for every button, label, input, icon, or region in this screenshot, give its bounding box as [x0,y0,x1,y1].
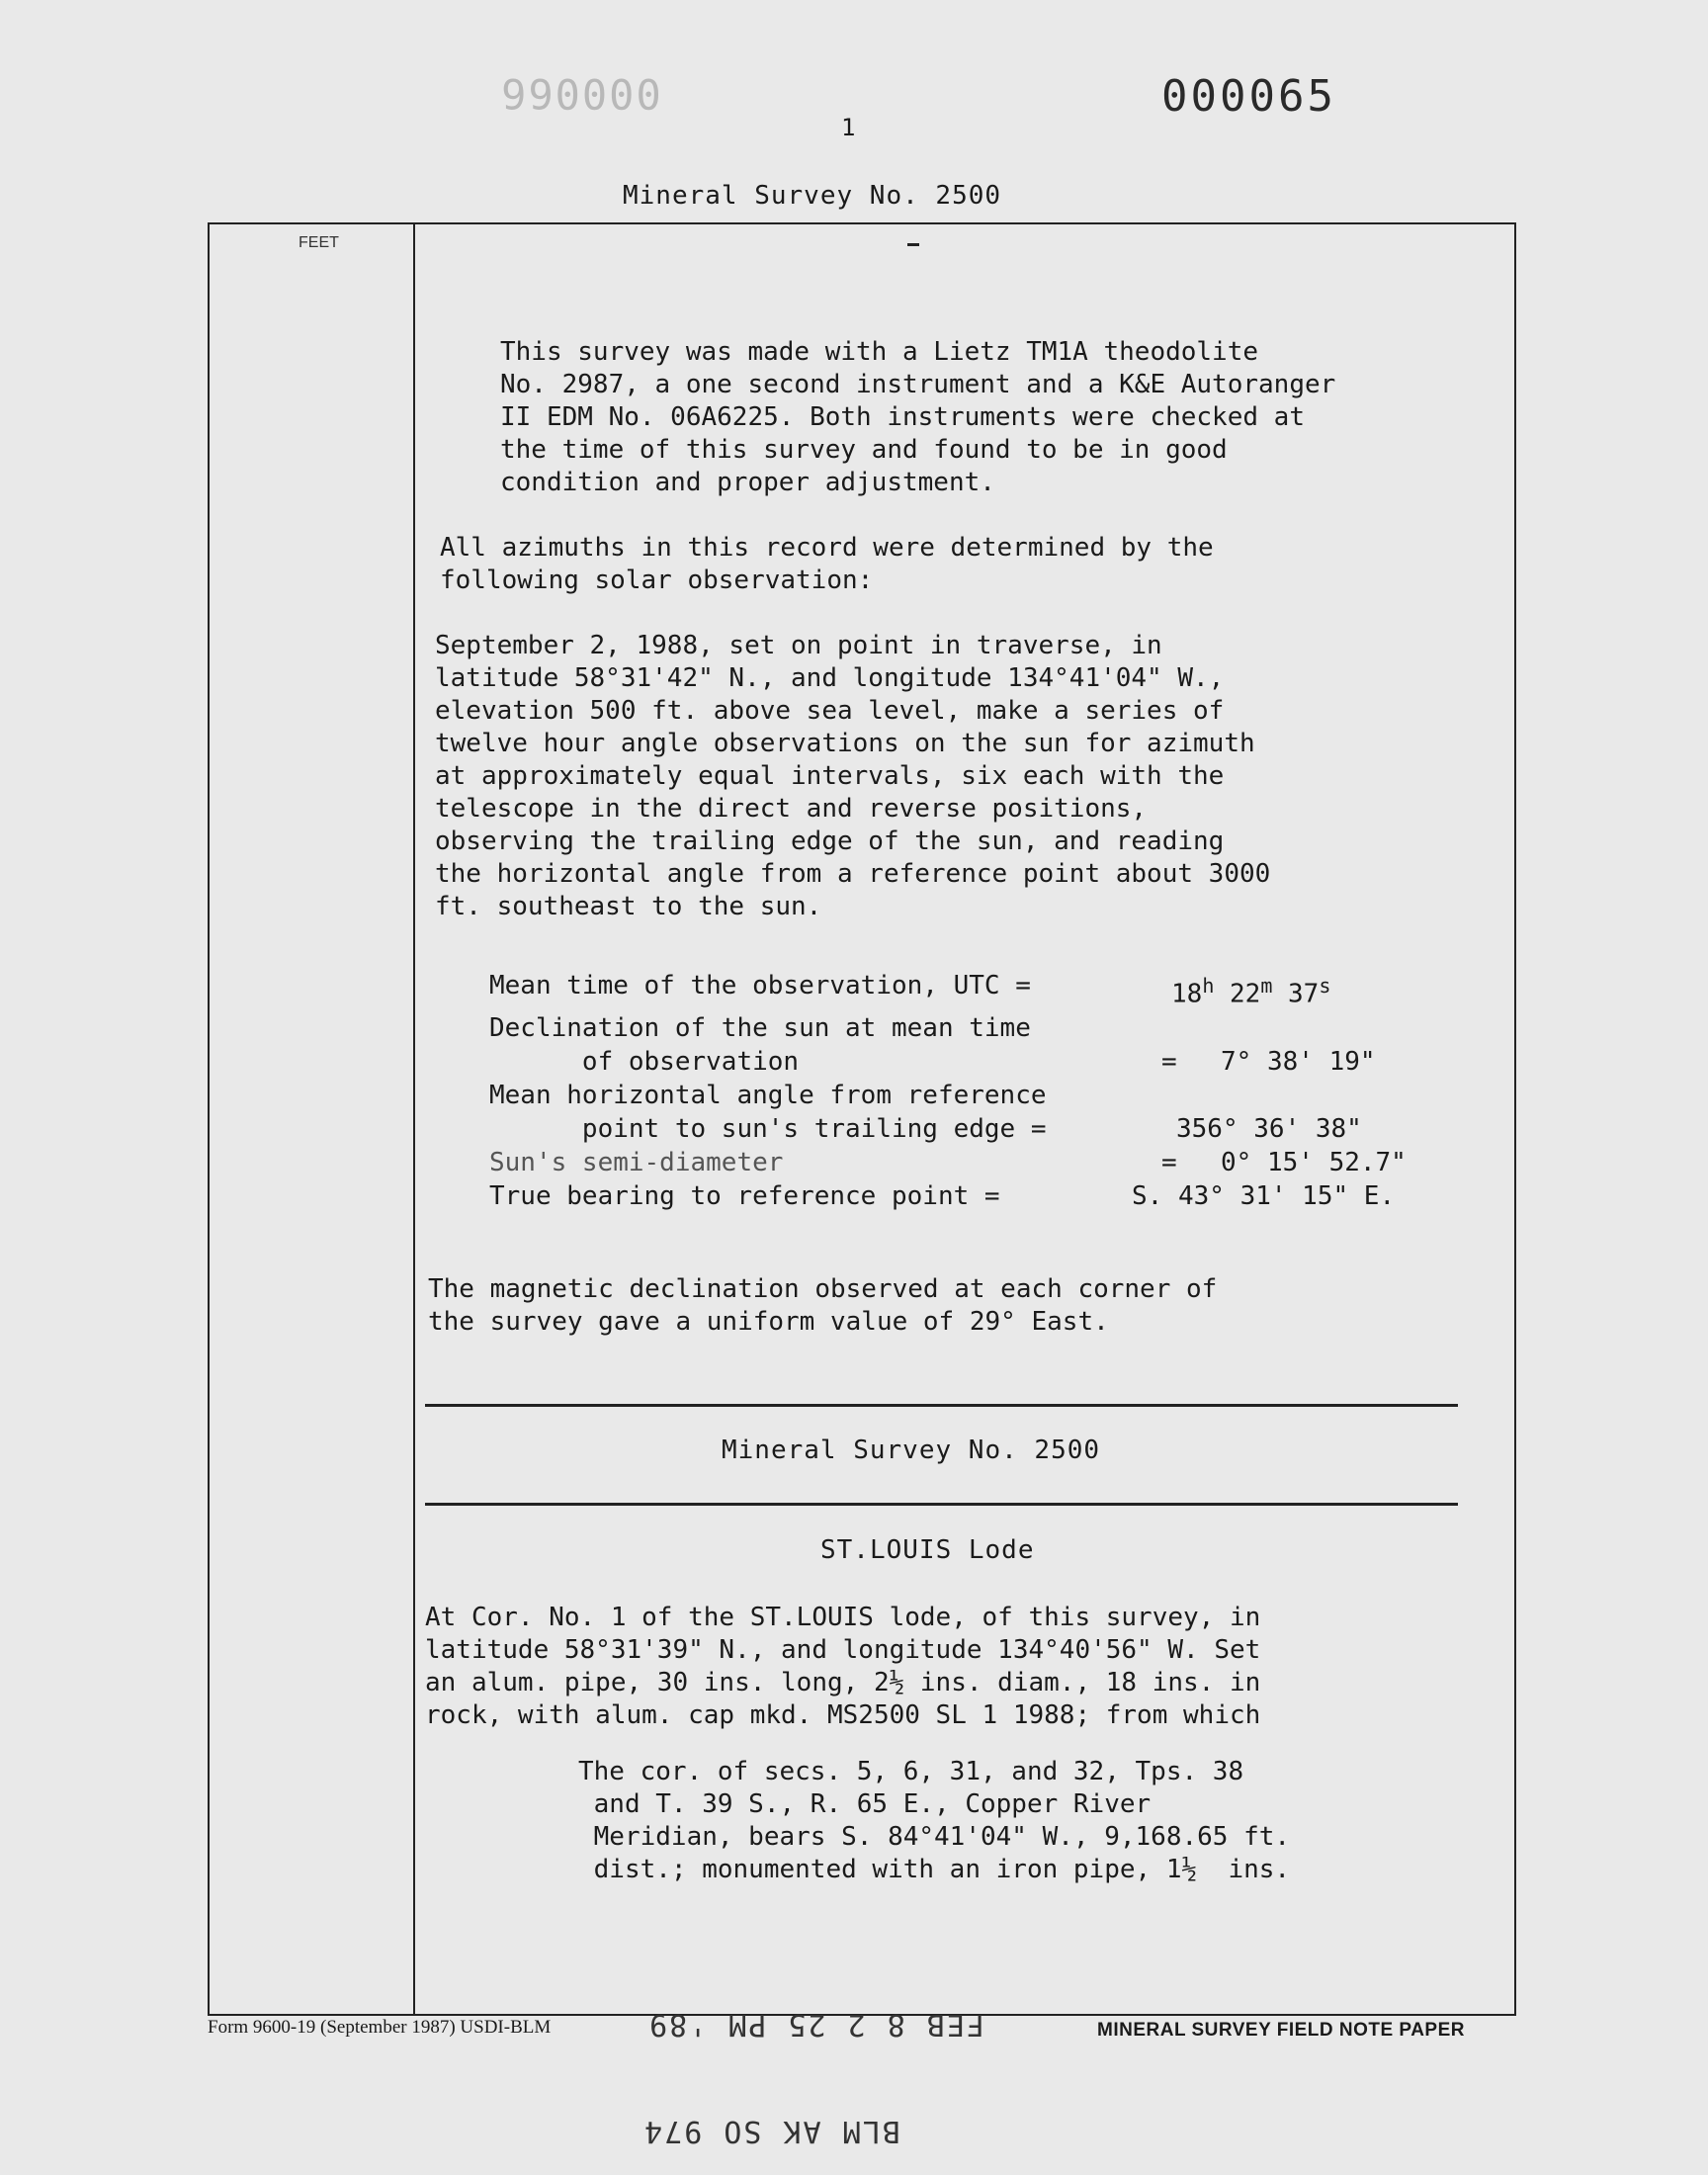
instruments-paragraph: This survey was made with a Lietz TM1A theodolite No. 2987, a one second instrument and a K&E Autoranger II EDM No. 06A6225. Both instruments were checked at the time of this survey and found to be in good condition and proper adjustment. [500,337,1336,497]
corner-paragraph: At Cor. No. 1 of the ST.LOUIS lode, of this survey, in latitude 58°31'39" N., and longitude 134°40'56" W. Set an alum. pipe, 30 ins. long, 2½ ins. diam., 18 ins. in rock, with alum. cap mkd. MS2500 SL 1 1988; from which [425,1603,1261,1730]
page-number: 1 [841,114,856,141]
table-row [489,1079,1527,1112]
observation-table [489,969,1527,1213]
bears-paragraph: The cor. of secs. 5, 6, 31, and 32, Tps. 38 and T. 39 S., R. 65 E., Copper River Meridian, bears S. 84°41'04" W., 9,168.65 ft. dist.; monumented with an iron pipe, 1½ ins. [578,1757,1291,1884]
body-content [435,336,1502,923]
divider-rule-top [425,1404,1458,1407]
received-date-stamp: FEB 8 2 25 PM '89 [647,2007,985,2042]
divider-rule-bottom [425,1503,1458,1506]
table-row [489,1112,1527,1146]
declination-value: 7° 38' 19" [1221,1046,1376,1077]
semi-diameter-label: Sun's semi-diameter [489,1147,784,1177]
declination-label-2: of observation [489,1046,800,1077]
mean-time-value: 18$^h$ 22$^m$ 37$^s$ [1171,974,1331,1009]
table-row [489,969,1527,1011]
declination-label-1: Declination of the sun at mean time [489,1012,1031,1043]
faded-stamp-number: 000066 [499,69,661,118]
lode-title: ST.LOUIS Lode [820,1535,1035,1565]
table-row [489,1179,1527,1213]
table-row [489,1045,1527,1079]
semi-diameter-value: 0° 15' 52.7" [1221,1147,1407,1177]
section-title: Mineral Survey No. 2500 [722,1436,1101,1465]
page-title: Mineral Survey No. 2500 [623,181,1002,211]
office-stamp: BLM AK SO 974 [642,2114,900,2148]
azimuths-paragraph: All azimuths in this record were determined by the following solar observation: [440,533,1214,595]
horizontal-value: 356° 36' 38" [1176,1113,1362,1144]
feet-column-label: FEET [299,234,339,251]
tick-mark [907,243,919,246]
declination-equals: = [1161,1046,1177,1077]
file-stamp-number: 000065 [1161,71,1336,122]
table-row [489,1011,1527,1045]
bearing-label: True bearing to reference point = [489,1180,1000,1211]
semi-diameter-equals: = [1161,1147,1177,1177]
column-divider [413,222,415,2014]
observation-paragraph: September 2, 1988, set on point in traverse, in latitude 58°31'42" N., and longitude 134°41'04" W., elevation 500 ft. above sea level, make a series of twelve hour angle observations on the sun for azimuth at approximately equal intervals, six each with the telescope in the direct and reverse positions, observing the trailing edge of the sun, and reading the horizontal angle from a reference point about 3000 ft. southeast to the sun. [435,631,1271,921]
horizontal-label-1: Mean horizontal angle from reference [489,1080,1047,1110]
horizontal-label-2: point to sun's trailing edge = [489,1113,1047,1144]
magnetic-paragraph: The magnetic declination observed at each corner of the survey gave a uniform value of 29° East. [428,1274,1218,1337]
mean-time-label: Mean time of the observation, UTC = [489,971,1031,1000]
form-number: Form 9600-19 (September 1987) USDI-BLM [208,2017,552,2038]
paper-label: MINERAL SURVEY FIELD NOTE PAPER [1097,2020,1465,2041]
table-row [489,1146,1527,1179]
bearing-value: S. 43° 31' 15" E. [1132,1180,1396,1211]
